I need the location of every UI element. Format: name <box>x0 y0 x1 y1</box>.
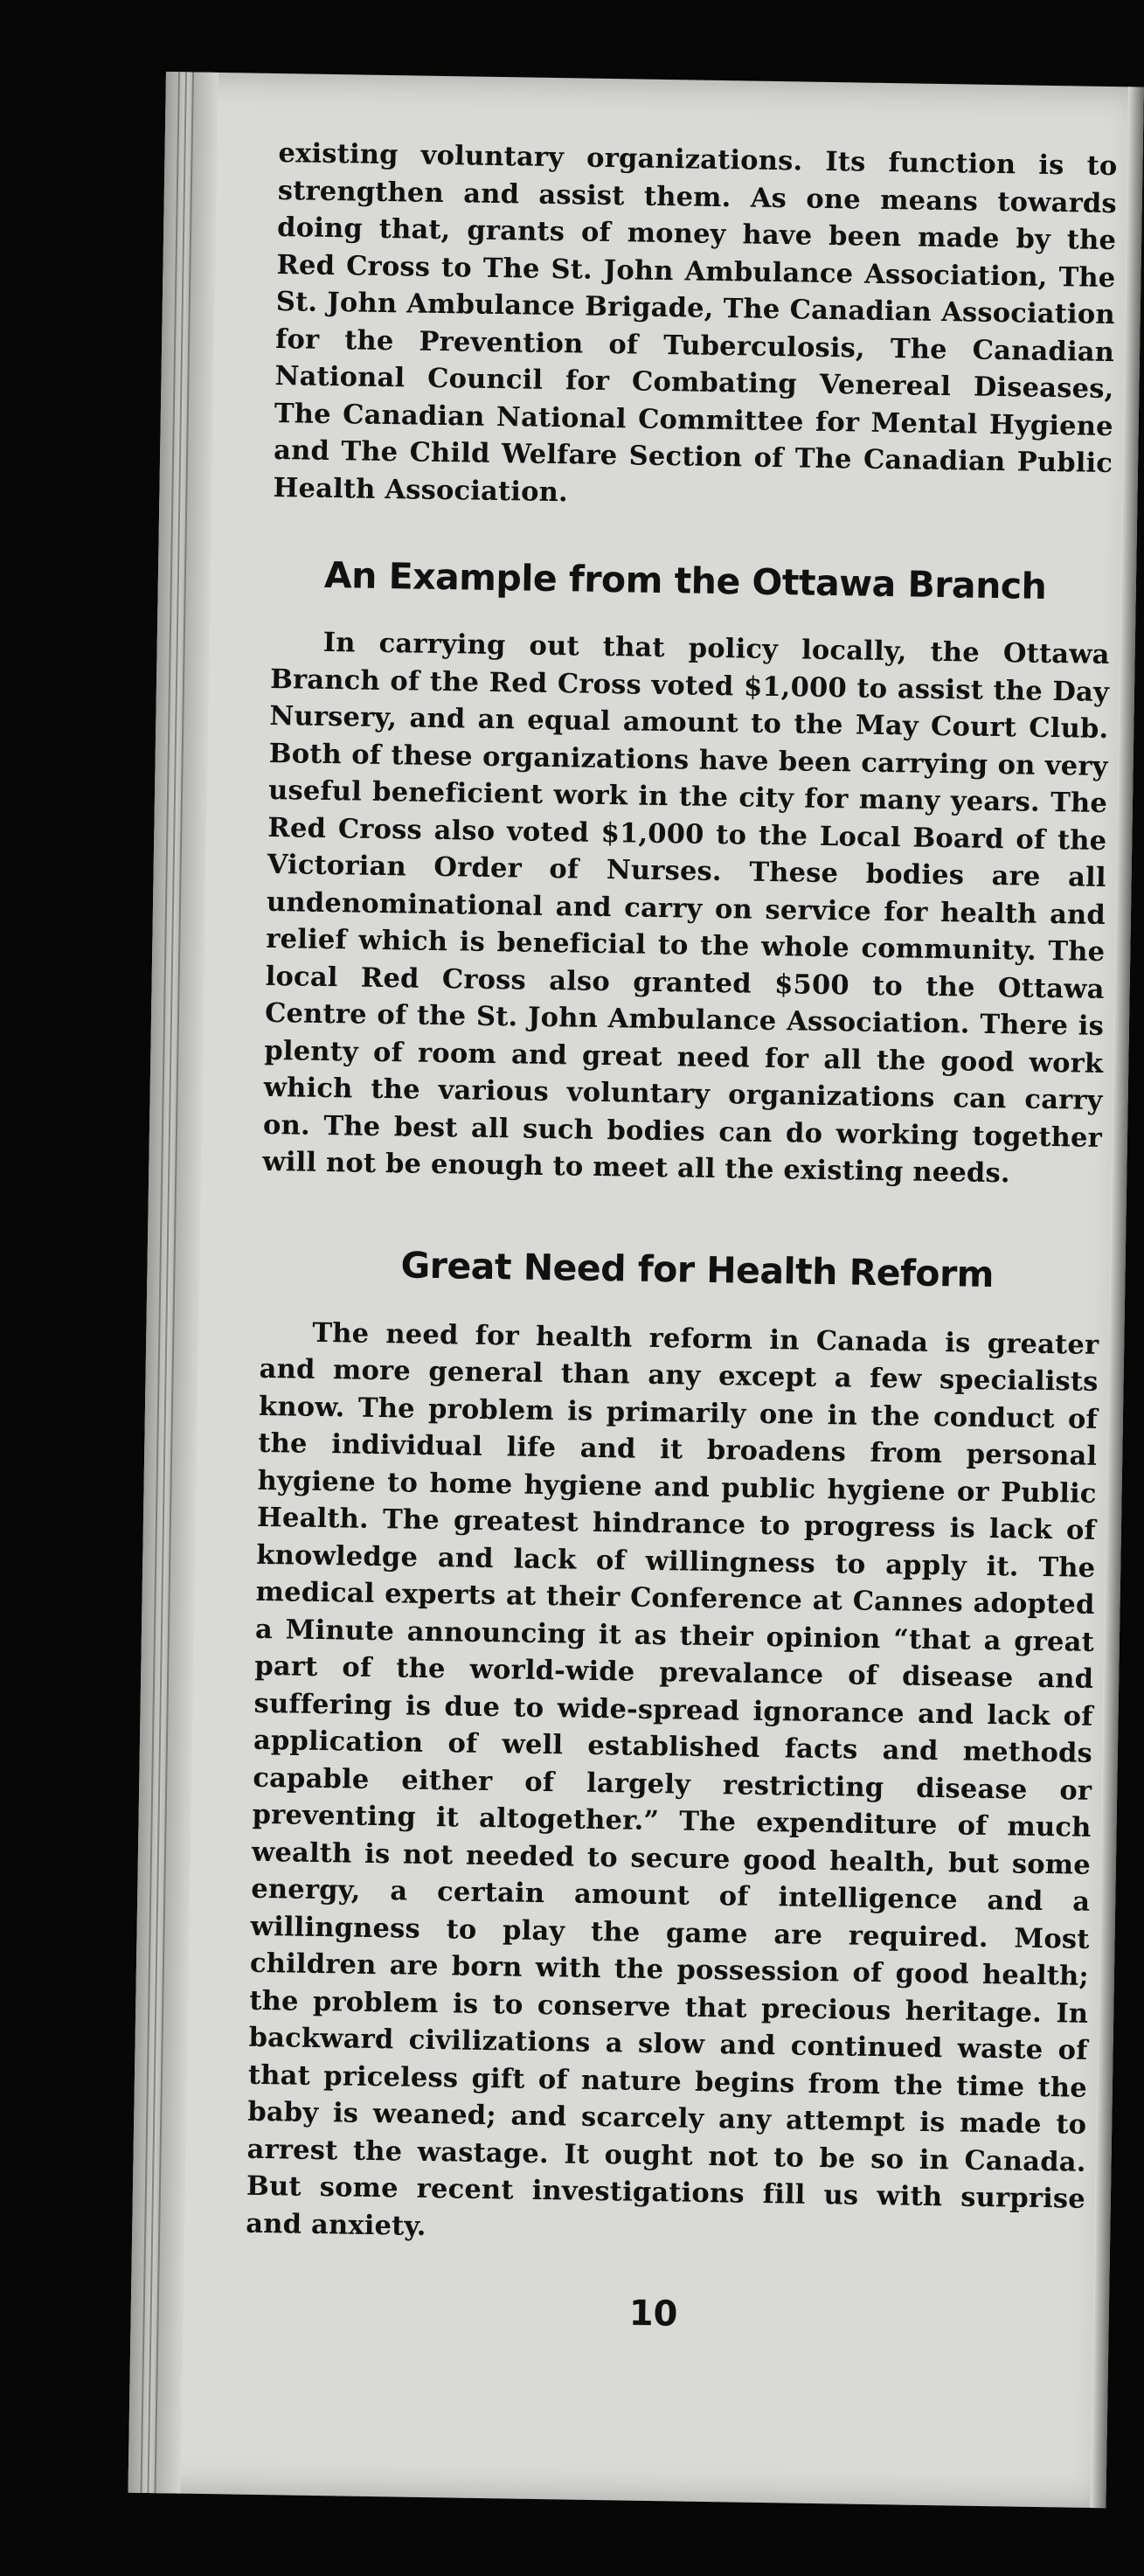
health-reform-paragraph: The need for health reform in Canada is greater and more general than any except a few specialists know. The problem is primarily one in the conduct of the individual life and it broadens from personal hygiene to home hygiene and public hygiene or Public Health. The greatest hindrance to progress is lack of knowledge and lack of willingness to apply it. The medical experts at their Conference at Cannes adopted a Minute announcing it as their opinion “that a great part of the world-wide prevalance of disease and suffering is due to wide-spread ignorance and lack of application of well established facts and methods capable either of largely restricting disease or preventing it altogether.” The expenditure of much wealth is not needed to secure good health, but some energy, a certain amount of intelligence and a willingness to play the game are required. Most children are born with the possession of good health; the problem is to conserve that precious heritage. In backward civilizations a slow and continued waste of that priceless gift of nature begins from the time the baby is weaned; and scarcely any attempt is made to arrest the wastage. It ought not to be so in Canada. But some recent investigations fill us with surprise and anxiety. <box>246 1316 1099 2242</box>
page-binding <box>128 72 218 2494</box>
section-heading-ottawa-branch: An Example from the Ottawa Branch <box>323 553 1047 608</box>
ottawa-branch-paragraph: In carrying out that policy locally, the Ottawa Branch of the Red Cross voted $1,000 to assist the Day Nursery, and an equal amount to the May Court Club. Both of these organizations have been carrying on very useful beneficient work in the city for many years. The Red Cross also voted $1,000 to the Local Board of the Victorian Order of Nurses. These bodies are all undenominational and carry on service for health and relief which is beneficial to the whole community. The local Red Cross also granted $500 to the Ottawa Centre of the St. John Ambulance Association. There is plenty of room and great need for all the good work which the various voluntary organizations can carry on. The best all such bodies can do working together will not be enough to meet all the existing needs. <box>262 626 1110 1190</box>
section-heading-health-reform: Great Need for Health Reform <box>400 1243 995 1295</box>
opening-paragraph: existing voluntary organizations. Its function is to strengthen and assist them. As one means towards doing that, grants of money have been made by the Red Cross to The St. John Ambulance Association, The St. John Ambulance Brigade, The Canadian Association for the Prevention of Tuberculosis, The Canadian National Council for Combating Venereal Diseases, The Canadian National Committee for Mental Hygiene and The Child Welfare Section of The Canadian Public Health Association. <box>273 137 1118 508</box>
document-page <box>128 72 1143 2508</box>
page-number: 10 <box>628 2293 678 2335</box>
page-content <box>244 135 1117 2341</box>
